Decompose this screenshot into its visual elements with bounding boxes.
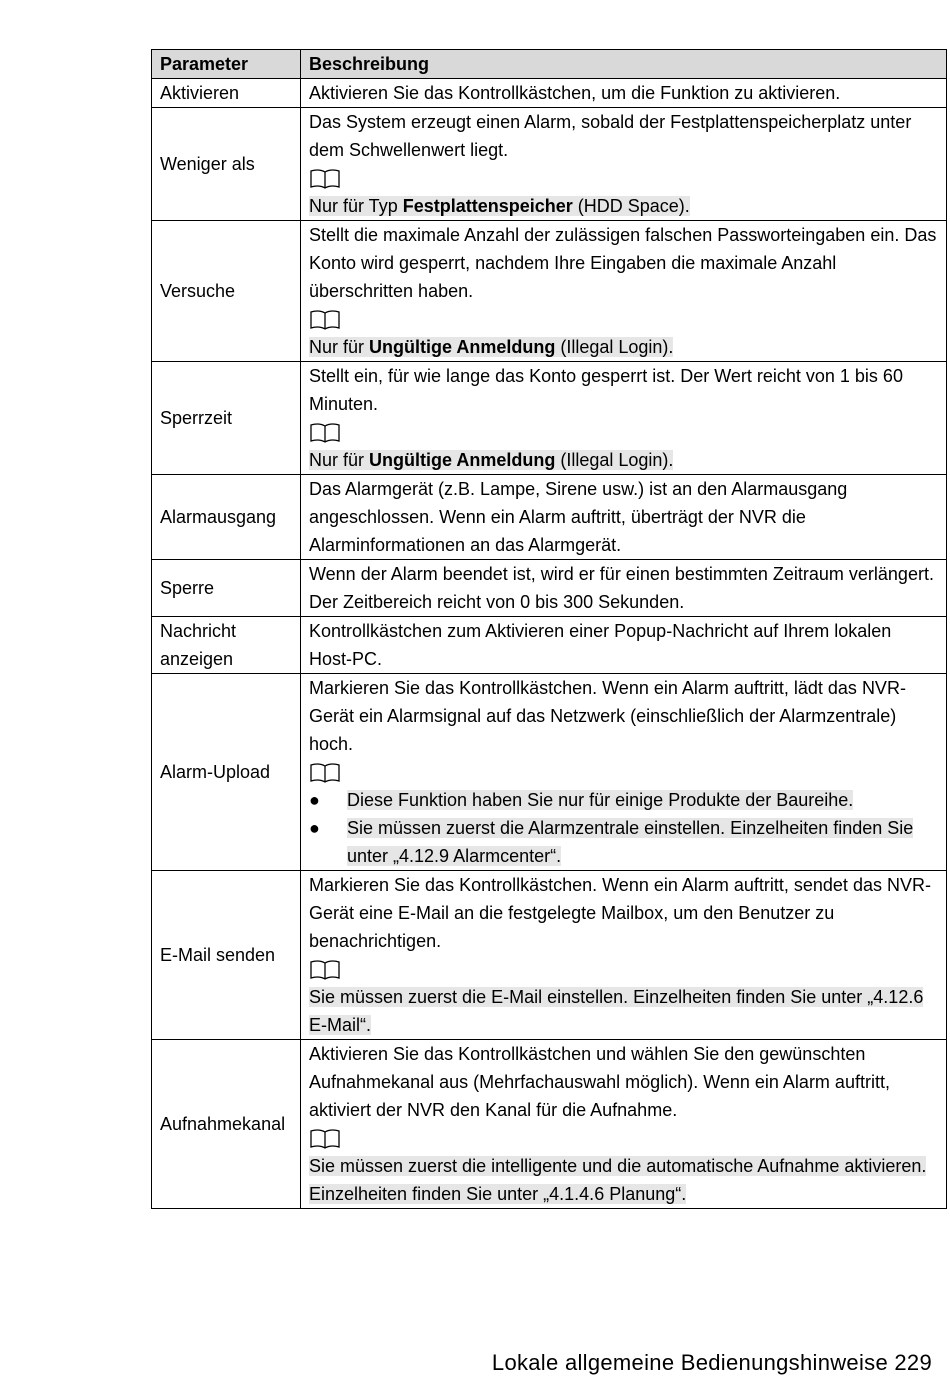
param-cell: Alarm-Upload	[152, 674, 301, 871]
table-row	[152, 1040, 947, 1209]
desc-text: Stellt ein, für wie lange das Konto gesperrt ist. Der Wert reicht von 1 bis 60 Minuten.	[309, 366, 903, 414]
desc-text: Aktivieren Sie das Kontrollkästchen und wählen Sie den gewünschten Aufnahmekanal aus (Mehrfachauswahl möglich). Wenn ein Alarm auftritt, aktiviert der NVR den Kanal für die Aufnahme.	[309, 1044, 890, 1120]
note-suffix: (HDD Space).	[572, 196, 690, 216]
desc-cell: Das Alarmgerät (z.B. Lampe, Sirene usw.) ist an den Alarmausgang angeschlossen. Wenn ein Alarm auftritt, überträgt der NVR die Alarminformationen an das Alarmgerät.	[301, 475, 947, 560]
table-row	[152, 560, 947, 617]
note-text	[309, 1152, 938, 1208]
book-note-icon	[309, 955, 938, 983]
param-cell: Aktivieren	[152, 79, 301, 108]
desc-text: Markieren Sie das Kontrollkästchen. Wenn ein Alarm auftritt, lädt das NVR-Gerät ein Alarmsignal auf das Netzwerk (einschließlich der Alarmzentrale) hoch.	[309, 678, 906, 754]
table-row	[152, 475, 947, 560]
page-footer: Lokale allgemeine Bedienungshinweise 229	[491, 1350, 932, 1375]
desc-cell	[301, 1040, 947, 1209]
param-cell: E-Mail senden	[152, 871, 301, 1040]
note-highlight: Sie müssen zuerst die E-Mail einstellen. Einzelheiten finden Sie unter „4.12.6 E-Mail“.	[309, 987, 924, 1035]
note-bold: Ungültige Anmeldung	[369, 337, 556, 357]
note-prefix: Nur für Typ	[309, 196, 403, 216]
note-text	[309, 192, 938, 220]
note-text	[309, 446, 938, 474]
note-prefix: Nur für	[309, 450, 370, 470]
param-cell: Sperre	[152, 560, 301, 617]
desc-cell: Wenn der Alarm beendet ist, wird er für einen bestimmten Zeitraum verlängert. Der Zeitbereich reicht von 0 bis 300 Sekunden.	[301, 560, 947, 617]
table-row	[152, 221, 947, 362]
book-note-icon	[309, 164, 938, 192]
table-row	[152, 871, 947, 1040]
desc-cell: Aktivieren Sie das Kontrollkästchen, um die Funktion zu aktivieren.	[301, 79, 947, 108]
table-row	[152, 362, 947, 475]
desc-cell	[301, 221, 947, 362]
table-row	[152, 79, 947, 108]
bullet-dot: ●	[309, 818, 320, 838]
desc-cell: Kontrollkästchen zum Aktivieren einer Popup-Nachricht auf Ihrem lokalen Host-PC.	[301, 617, 947, 674]
bullet-dot: ●	[309, 790, 320, 810]
param-cell: Weniger als	[152, 108, 301, 221]
param-cell: Versuche	[152, 221, 301, 362]
note-bullet	[309, 786, 938, 814]
table-header-row	[152, 50, 947, 79]
desc-text: Stellt die maximale Anzahl der zulässigen falschen Passworteingaben ein. Das Konto wird gesperrt, nachdem Ihre Eingaben die maximale Anzahl überschritten haben.	[309, 225, 937, 301]
desc-cell	[301, 674, 947, 871]
desc-cell	[301, 362, 947, 475]
note-text	[309, 983, 938, 1039]
note-text	[309, 333, 938, 361]
param-cell: Sperrzeit	[152, 362, 301, 475]
book-note-icon	[309, 418, 938, 446]
param-cell	[152, 617, 301, 674]
book-note-icon	[309, 305, 938, 333]
header-beschreibung: Beschreibung	[301, 50, 947, 79]
param-line: Nachricht	[160, 621, 237, 641]
book-note-icon	[309, 758, 938, 786]
bullet-text: Sie müssen zuerst die Alarmzentrale einstellen. Einzelheiten finden Sie unter „4.12.9 Alarmcenter“.	[347, 818, 914, 866]
note-prefix: Nur für	[309, 337, 370, 357]
table-row	[152, 674, 947, 871]
note-bullet	[309, 814, 938, 870]
bullet-text: Diese Funktion haben Sie nur für einige Produkte der Baureihe.	[347, 790, 854, 810]
param-cell: Alarmausgang	[152, 475, 301, 560]
desc-text: Das System erzeugt einen Alarm, sobald der Festplattenspeicherplatz unter dem Schwellenwert liegt.	[309, 112, 912, 160]
table-row	[152, 617, 947, 674]
parameter-table	[151, 49, 947, 1209]
param-cell: Aufnahmekanal	[152, 1040, 301, 1209]
note-highlight: Sie müssen zuerst die intelligente und die automatische Aufnahme aktivieren. Einzelheiten finden Sie unter „4.1.4.6 Planung“.	[309, 1156, 927, 1204]
desc-cell	[301, 108, 947, 221]
note-bold: Ungültige Anmeldung	[369, 450, 556, 470]
desc-cell	[301, 871, 947, 1040]
header-parameter: Parameter	[152, 50, 301, 79]
table-row	[152, 108, 947, 221]
note-suffix: (Illegal Login).	[555, 450, 674, 470]
desc-text: Markieren Sie das Kontrollkästchen. Wenn ein Alarm auftritt, sendet das NVR-Gerät eine E-Mail an die festgelegte Mailbox, um den Benutzer zu benachrichtigen.	[309, 875, 931, 951]
note-bold: Festplattenspeicher	[402, 196, 573, 216]
note-suffix: (Illegal Login).	[555, 337, 674, 357]
book-note-icon	[309, 1124, 938, 1152]
param-line: anzeigen	[160, 649, 234, 669]
